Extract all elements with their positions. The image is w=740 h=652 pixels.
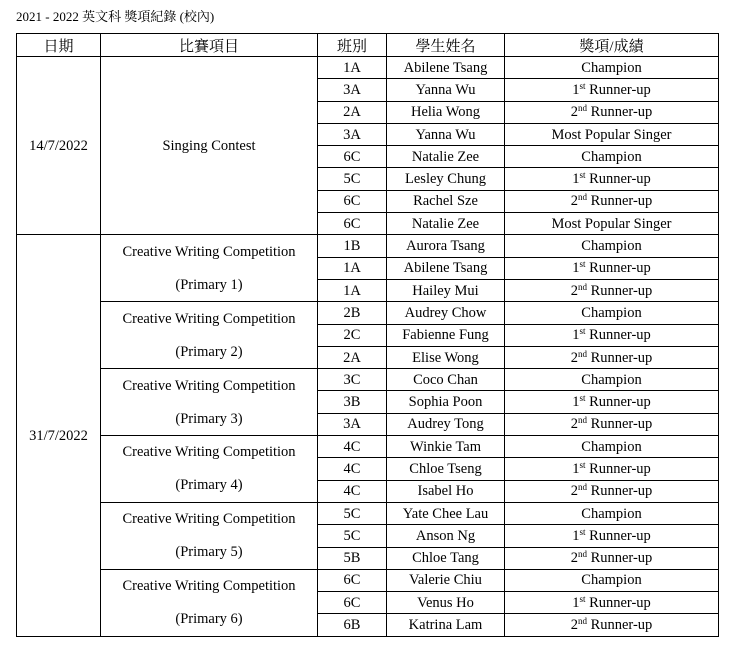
header-student: 學生姓名	[387, 34, 505, 57]
award-rank: 2	[570, 349, 578, 366]
award-label: Runner-up	[586, 617, 653, 634]
student-name-cell: Abilene Tsang	[387, 257, 505, 279]
competition-title-line: (Primary 4)	[175, 477, 243, 494]
competition-title-line: Creative Writing Competition	[122, 243, 296, 260]
class-cell: 1B	[318, 235, 387, 257]
award-rank: 1	[572, 527, 580, 544]
award-rank: 1	[572, 327, 580, 344]
class-cell: 3A	[318, 123, 387, 145]
student-name-cell: Valerie Chiu	[387, 569, 505, 591]
competition-cell	[101, 436, 318, 503]
student-name-cell: Fabienne Fung	[387, 324, 505, 346]
header-class: 班別	[318, 34, 387, 57]
competition-cell: Singing Contest	[101, 57, 318, 235]
competition-title-line: (Primary 3)	[175, 410, 243, 427]
award-rank: 1	[572, 260, 580, 277]
award-ordinal-suffix: st	[579, 459, 586, 470]
competition-cell	[101, 502, 318, 569]
student-name-cell: Helia Wong	[387, 101, 505, 123]
award-label: Runner-up	[586, 483, 653, 500]
competition-title-line: (Primary 5)	[175, 544, 243, 561]
header-competition: 比賽項目	[101, 34, 318, 57]
award-cell	[505, 190, 719, 212]
award-label: Runner-up	[586, 104, 653, 121]
class-cell: 5C	[318, 168, 387, 190]
award-label: Runner-up	[585, 171, 651, 188]
award-ordinal-suffix: st	[579, 526, 586, 537]
competition-title-line: Creative Writing Competition	[122, 444, 296, 461]
award-cell: Champion	[505, 569, 719, 591]
student-name-cell: Lesley Chung	[387, 168, 505, 190]
student-name-cell: Winkie Tam	[387, 436, 505, 458]
student-name-cell: Katrina Lam	[387, 614, 505, 636]
student-name-cell: Abilene Tsang	[387, 57, 505, 79]
class-cell: 4C	[318, 436, 387, 458]
competition-title-line: Creative Writing Competition	[122, 377, 296, 394]
competition-title-line: (Primary 1)	[175, 276, 243, 293]
award-cell: Most Popular Singer	[505, 213, 719, 235]
award-ordinal-suffix: st	[579, 326, 586, 337]
award-label: Runner-up	[585, 260, 651, 277]
table-row	[17, 302, 719, 324]
award-cell	[505, 614, 719, 636]
competition-cell	[101, 302, 318, 369]
award-ordinal-suffix: st	[579, 393, 586, 404]
award-cell: Champion	[505, 436, 719, 458]
date-cell: 31/7/2022	[17, 235, 101, 636]
student-name-cell: Coco Chan	[387, 369, 505, 391]
table-row	[17, 569, 719, 591]
award-cell: Champion	[505, 302, 719, 324]
award-rank: 2	[570, 483, 578, 500]
student-name-cell: Audrey Chow	[387, 302, 505, 324]
award-cell	[505, 547, 719, 569]
award-label: Runner-up	[586, 349, 653, 366]
student-name-cell: Audrey Tong	[387, 413, 505, 435]
award-label: Runner-up	[586, 416, 653, 433]
class-cell: 6C	[318, 190, 387, 212]
award-label: Runner-up	[585, 327, 651, 344]
class-cell: 1A	[318, 279, 387, 301]
award-ordinal-suffix: nd	[577, 103, 587, 114]
award-cell	[505, 346, 719, 368]
student-name-cell: Venus Ho	[387, 592, 505, 614]
competition-cell	[101, 369, 318, 436]
award-cell: Champion	[505, 57, 719, 79]
award-rank: 1	[572, 394, 580, 411]
award-rank: 1	[572, 460, 580, 477]
award-rank: 2	[570, 193, 578, 210]
award-cell	[505, 458, 719, 480]
header-date: 日期	[17, 34, 101, 57]
award-rank: 1	[572, 171, 580, 188]
award-rank: 2	[570, 104, 578, 121]
award-cell	[505, 525, 719, 547]
award-cell: Champion	[505, 235, 719, 257]
competition-title-line: (Primary 6)	[175, 611, 243, 628]
class-cell: 3C	[318, 369, 387, 391]
student-name-cell: Natalie Zee	[387, 213, 505, 235]
class-cell: 2A	[318, 346, 387, 368]
page-caption: 2021 - 2022 英文科 獎項紀錄 (校內)	[16, 9, 215, 24]
table-row	[17, 235, 719, 257]
class-cell: 2A	[318, 101, 387, 123]
class-cell: 6C	[318, 592, 387, 614]
award-rank: 2	[570, 550, 578, 567]
class-cell: 1A	[318, 57, 387, 79]
class-cell: 3A	[318, 79, 387, 101]
competition-title-line: Creative Writing Competition	[122, 310, 296, 327]
competition-title-line: Creative Writing Competition	[122, 578, 296, 595]
award-label: Runner-up	[585, 527, 651, 544]
class-cell: 6B	[318, 614, 387, 636]
award-rank: 1	[572, 81, 580, 98]
award-label: Runner-up	[585, 394, 651, 411]
award-cell: Champion	[505, 369, 719, 391]
student-name-cell: Sophia Poon	[387, 391, 505, 413]
award-cell: Most Popular Singer	[505, 123, 719, 145]
award-ordinal-suffix: st	[579, 80, 586, 91]
class-cell: 5B	[318, 547, 387, 569]
student-name-cell: Aurora Tsang	[387, 235, 505, 257]
competition-title-line: (Primary 2)	[175, 343, 243, 360]
award-cell	[505, 101, 719, 123]
student-name-cell: Yate Chee Lau	[387, 502, 505, 524]
award-label: Runner-up	[586, 550, 653, 567]
award-cell: Champion	[505, 502, 719, 524]
header-row	[17, 34, 719, 57]
student-name-cell: Chloe Tang	[387, 547, 505, 569]
award-rank: 1	[572, 594, 580, 611]
class-cell: 3A	[318, 413, 387, 435]
award-ordinal-suffix: nd	[577, 415, 587, 426]
student-name-cell: Anson Ng	[387, 525, 505, 547]
student-name-cell: Natalie Zee	[387, 146, 505, 168]
award-ordinal-suffix: nd	[577, 281, 587, 292]
award-cell	[505, 480, 719, 502]
award-label: Runner-up	[585, 594, 651, 611]
table-row	[17, 369, 719, 391]
class-cell: 4C	[318, 458, 387, 480]
award-rank: 2	[570, 282, 578, 299]
award-cell	[505, 391, 719, 413]
award-cell	[505, 168, 719, 190]
class-cell: 2C	[318, 324, 387, 346]
class-cell: 5C	[318, 525, 387, 547]
class-cell: 3B	[318, 391, 387, 413]
student-name-cell: Isabel Ho	[387, 480, 505, 502]
competition-title-line: Creative Writing Competition	[122, 511, 296, 528]
date-cell: 14/7/2022	[17, 57, 101, 235]
award-ordinal-suffix: nd	[577, 348, 587, 359]
header-award: 獎項/成績	[505, 34, 719, 57]
award-cell	[505, 324, 719, 346]
student-name-cell: Chloe Tseng	[387, 458, 505, 480]
class-cell: 5C	[318, 502, 387, 524]
award-cell: Champion	[505, 146, 719, 168]
student-name-cell: Rachel Sze	[387, 190, 505, 212]
class-cell: 2B	[318, 302, 387, 324]
class-cell: 6C	[318, 146, 387, 168]
awards-body	[17, 57, 719, 637]
award-label: Runner-up	[586, 193, 653, 210]
student-name-cell: Elise Wong	[387, 346, 505, 368]
award-label: Runner-up	[585, 81, 651, 98]
award-cell	[505, 592, 719, 614]
awards-table	[16, 33, 719, 637]
table-row	[17, 57, 719, 79]
award-ordinal-suffix: st	[579, 593, 586, 604]
class-cell: 6C	[318, 569, 387, 591]
class-cell: 4C	[318, 480, 387, 502]
award-ordinal-suffix: nd	[577, 549, 587, 560]
competition-cell	[101, 235, 318, 302]
award-ordinal-suffix: nd	[577, 192, 587, 203]
competition-cell	[101, 569, 318, 636]
award-cell	[505, 79, 719, 101]
class-cell: 1A	[318, 257, 387, 279]
student-name-cell: Yanna Wu	[387, 79, 505, 101]
award-cell	[505, 279, 719, 301]
award-ordinal-suffix: nd	[577, 616, 587, 627]
award-label: Runner-up	[586, 282, 653, 299]
award-rank: 2	[570, 416, 578, 433]
award-label: Runner-up	[585, 460, 651, 477]
award-ordinal-suffix: st	[579, 170, 586, 181]
class-cell: 6C	[318, 213, 387, 235]
award-cell	[505, 257, 719, 279]
table-row	[17, 436, 719, 458]
student-name-cell: Hailey Mui	[387, 279, 505, 301]
award-rank: 2	[570, 617, 578, 634]
award-ordinal-suffix: st	[579, 259, 586, 270]
award-cell	[505, 413, 719, 435]
table-row	[17, 502, 719, 524]
student-name-cell: Yanna Wu	[387, 123, 505, 145]
award-ordinal-suffix: nd	[577, 482, 587, 493]
